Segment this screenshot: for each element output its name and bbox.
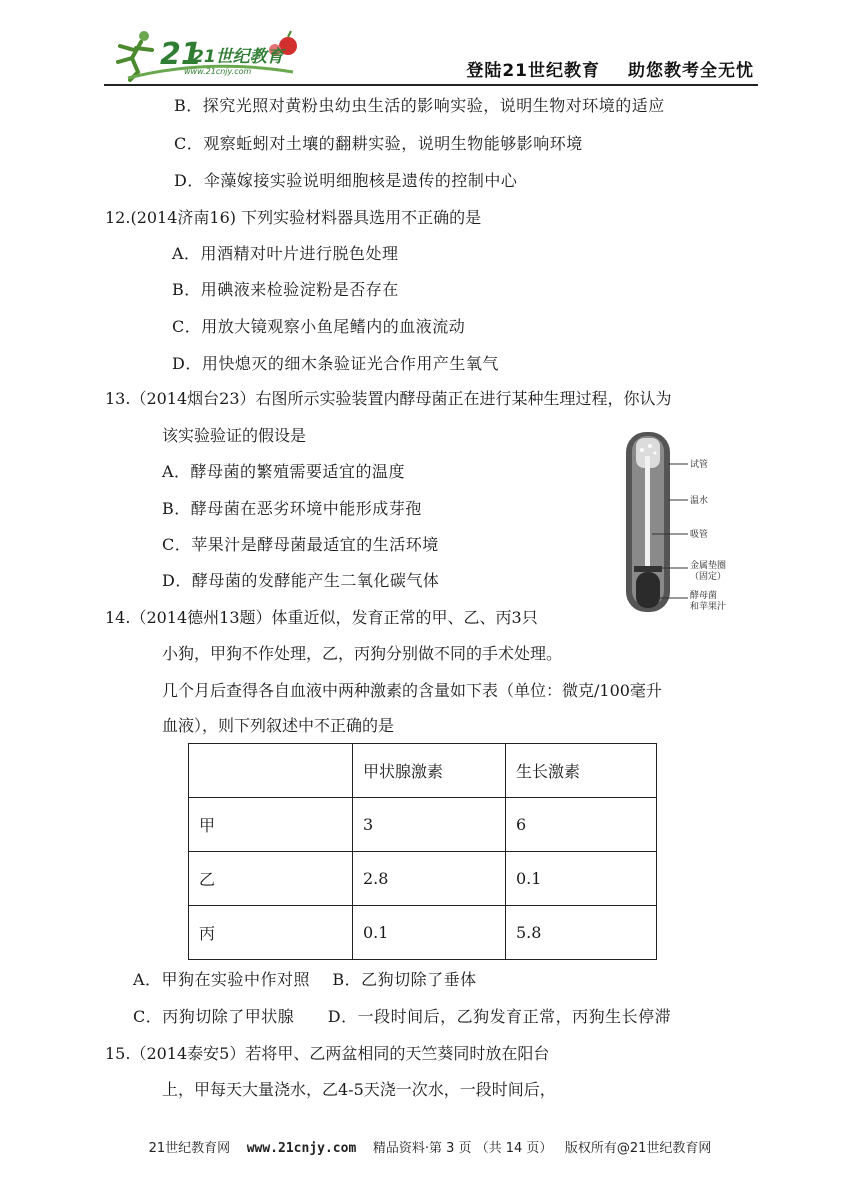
q13-option-c: C．苹果汁是酵母菌最适宜的生活环境 — [162, 535, 439, 554]
table-row — [189, 798, 657, 852]
q14-options-cd: C．丙狗切除了甲状腺 D．一段时间后，乙狗发育正常，丙狗生长停滞 — [133, 1007, 672, 1026]
question-15-line2: 上，甲每天大量浇水，乙4-5天浇一次水，一段时间后， — [162, 1080, 556, 1099]
question-12: 12.(2014济南16) 下列实验材料器具选用不正确的是 — [105, 208, 482, 227]
table-cell: 2.8 — [353, 852, 506, 906]
svg-text:21: 21 — [160, 37, 202, 72]
table-row — [189, 906, 657, 960]
table-cell: 6 — [506, 798, 657, 852]
label-ring-fixed: （固定） — [690, 572, 727, 582]
table-row — [189, 852, 657, 906]
logo — [108, 28, 308, 84]
q12-option-b: B．用碘液来检验淀粉是否存在 — [172, 280, 399, 299]
question-14-line4: 血液），则下列叙述中不正确的是 — [162, 716, 395, 735]
footer-url[interactable]: www.21cnjy.com — [246, 1141, 357, 1156]
table-header-cell: 生长激素 — [506, 744, 657, 798]
label-yeast: 酵母菌 — [690, 591, 718, 601]
table-header-cell — [189, 744, 353, 798]
question-14: 14.（2014德州13题）体重近似，发育正常的甲、乙、丙3只 — [105, 608, 538, 627]
question-13: 13.（2014烟台23）右图所示实验装置内酵母菌正在进行某种生理过程，你认为 — [105, 389, 672, 408]
question-14-line2: 小狗，甲狗不作处理，乙，丙狗分别做不同的手术处理。 — [162, 644, 563, 663]
table-cell: 0.1 — [353, 906, 506, 960]
table-cell: 5.8 — [506, 906, 657, 960]
table-cell: 乙 — [189, 852, 353, 906]
q12-option-a: A．用酒精对叶片进行脱色处理 — [172, 244, 399, 263]
q13-option-d: D．酵母菌的发酵能产生二氧化碳气体 — [162, 571, 440, 590]
q14-options-ab: A．甲狗在实验中作对照 B．乙狗切除了垂体 — [133, 970, 477, 989]
footer-page-info: 精品资料·第 3 页 （共 14 页） — [372, 1141, 553, 1156]
label-straw: 吸管 — [690, 530, 709, 540]
q11-option-c: C．观察蚯蚓对土壤的翻耕实验，说明生物能够影响环境 — [174, 134, 583, 153]
hormone-table — [188, 743, 657, 960]
footer-copyright: 版权所有@21世纪教育网 — [564, 1141, 712, 1156]
label-tube: 试管 — [690, 460, 709, 470]
label-ring: 金属垫圈 — [690, 561, 727, 571]
question-14-line3: 几个月后查得各自血液中两种激素的含量如下表（单位：微克/100毫升 — [162, 681, 662, 700]
q13-option-b: B．酵母菌在恶劣环境中能形成芽孢 — [162, 499, 422, 518]
logo-url: www.21cnjy.com — [184, 67, 252, 76]
table-header-row — [189, 744, 657, 798]
q12-option-c: C．用放大镜观察小鱼尾鳍内的血液流动 — [172, 317, 466, 336]
q11-option-b: B．探究光照对黄粉虫幼虫生活的影响实验，说明生物对环境的适应 — [174, 96, 665, 115]
q12-option-d: D．用快熄灭的细木条验证光合作用产生氧气 — [172, 354, 499, 373]
question-13-cont: 该实验验证的假设是 — [162, 426, 307, 445]
label-water: 温水 — [690, 496, 709, 506]
q11-option-d: D．伞藻嫁接实验说明细胞核是遗传的控制中心 — [174, 171, 518, 190]
label-apple-juice: 和苹果汁 — [690, 602, 727, 612]
slogan-left: 登陆21世纪教育 — [466, 61, 600, 81]
table-cell: 丙 — [189, 906, 353, 960]
test-tube-figure — [610, 428, 765, 628]
page-header — [0, 0, 860, 90]
q13-option-a: A．酵母菌的繁殖需要适宜的温度 — [162, 462, 406, 481]
table-header-cell: 甲状腺激素 — [353, 744, 506, 798]
table-cell: 甲 — [189, 798, 353, 852]
table-cell: 3 — [353, 798, 506, 852]
header-divider — [104, 84, 758, 86]
footer-site: 21世纪教育网 — [148, 1141, 231, 1156]
table-cell: 0.1 — [506, 852, 657, 906]
page-footer — [0, 1137, 860, 1156]
header-slogan — [466, 56, 754, 81]
slogan-right: 助您教考全无忧 — [628, 61, 754, 81]
logo-text: 21世纪教育 — [192, 47, 284, 67]
question-15: 15.（2014泰安5）若将甲、乙两盆相同的天竺葵同时放在阳台 — [105, 1044, 550, 1063]
